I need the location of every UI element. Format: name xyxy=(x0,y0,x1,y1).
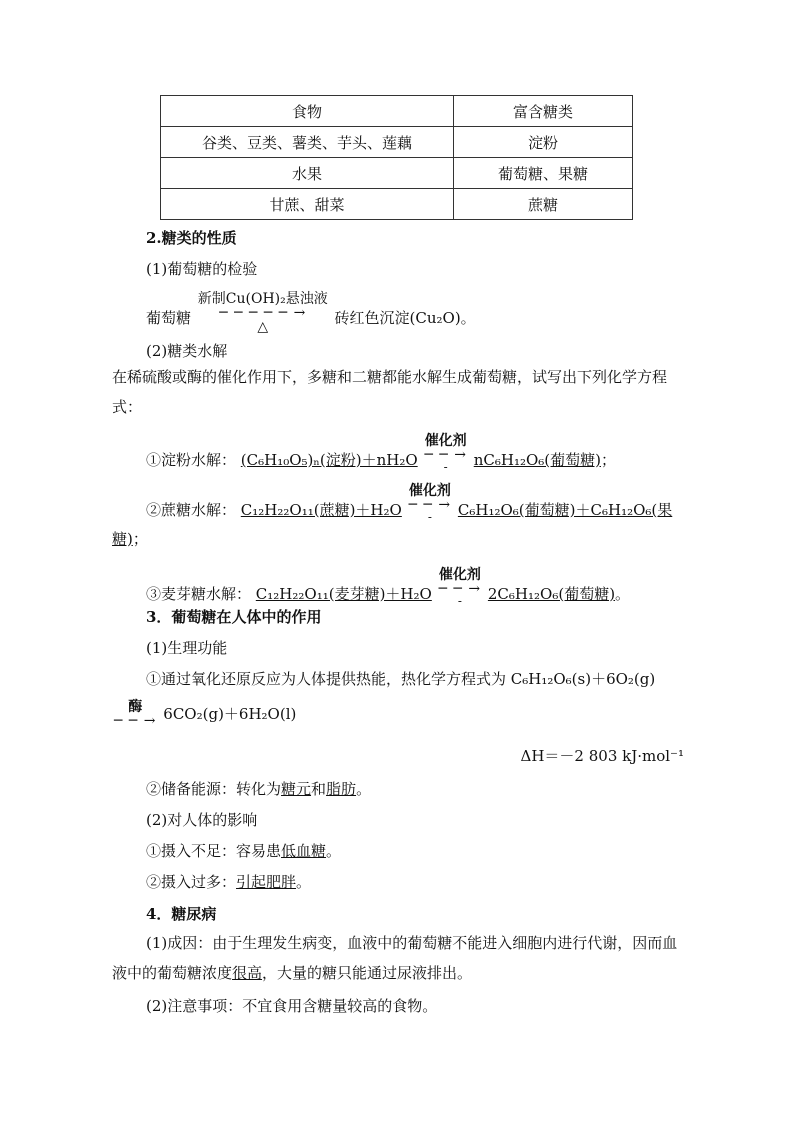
equation-label: ②蔗糖水解： xyxy=(146,501,237,519)
arrow-condition: △ xyxy=(257,319,269,335)
subsection-hydrolysis: (2)糖类水解 xyxy=(146,342,228,360)
text: ②储备能源：转化为 xyxy=(146,780,282,798)
table-cell: 水果 xyxy=(161,158,454,189)
subsection-effects: (2)对人体的影响 xyxy=(146,811,258,829)
subsection-physiology: (1)生理功能 xyxy=(146,639,228,657)
equation-rhs: 2C₆H₁₂O₆(葡萄糖) xyxy=(487,585,616,603)
equation-rhs-continued: 糖) xyxy=(112,530,133,548)
answer-text: 脂肪 xyxy=(326,780,357,798)
text: ②摄入过多： xyxy=(146,873,237,891)
text: 。 xyxy=(326,842,342,860)
arrow-reagent: 新制Cu(OH)₂悬浊液 xyxy=(197,291,328,307)
equation-rhs: 砖红色沉淀(Cu₂O)。 xyxy=(334,309,476,327)
arrow-catalyst: 催化剂 xyxy=(424,433,467,449)
hydrolysis-intro: 在稀硫酸或酶的催化作用下，多糖和二糖都能水解生成葡萄糖，试写出下列化学方程式： xyxy=(112,368,668,416)
answer-text: 低血糖 xyxy=(281,842,327,860)
arrow-mark: - xyxy=(457,594,462,608)
table-row xyxy=(161,189,633,220)
answer-text: 很高 xyxy=(232,964,263,982)
equation-rhs: 6CO₂(g)＋6H₂O(l) xyxy=(163,705,297,723)
table-cell: 淀粉 xyxy=(454,127,633,158)
arrow-mark: - xyxy=(427,510,432,524)
table-cell: 甘蔗、甜菜 xyxy=(161,189,454,220)
energy-storage xyxy=(146,778,371,799)
answer-text: 引起肥胖 xyxy=(236,873,297,891)
table-row xyxy=(161,127,633,158)
table-cell: 谷类、豆类、薯类、芋头、莲藕 xyxy=(161,127,454,158)
reaction-arrow xyxy=(409,484,452,522)
table-header-row xyxy=(161,96,633,127)
reaction-arrow xyxy=(424,434,467,472)
reaction-arrow xyxy=(439,568,482,606)
text: 和 xyxy=(311,780,327,798)
table-cell: 葡萄糖、果糖 xyxy=(454,158,633,189)
arrow-shaft: ─ ─ → xyxy=(438,581,482,597)
table-row xyxy=(161,158,633,189)
equation-lhs: 葡萄糖 xyxy=(146,309,192,327)
subsection-glucose-test: (1)葡萄糖的检验 xyxy=(146,260,258,278)
arrow-enzyme: 酶 xyxy=(128,699,143,715)
equation-label: ①淀粉水解： xyxy=(146,451,237,469)
section-2-title: 2.糖类的性质 xyxy=(146,229,237,247)
arrow-shaft: ─ ─ → xyxy=(424,447,467,463)
table-header-cell: 富含糖类 xyxy=(454,96,633,127)
table-cell: 蔗糖 xyxy=(454,189,633,220)
arrow-catalyst: 催化剂 xyxy=(438,567,481,583)
arrow-catalyst: 催化剂 xyxy=(408,483,451,499)
text: ①摄入不足：容易患 xyxy=(146,842,282,860)
section-4-title: 4．糖尿病 xyxy=(146,905,217,923)
diabetes-cause xyxy=(112,928,682,988)
equation-lhs: (C₆H₁₀O₅)ₙ(淀粉)＋nH₂O xyxy=(240,451,418,469)
equation-lhs: C₁₂H₂₂O₁₁(麦芽糖)＋H₂O xyxy=(255,585,432,603)
maltose-hydrolysis-equation xyxy=(146,562,631,608)
effect-insufficient xyxy=(146,840,341,861)
arrow-mark: - xyxy=(443,460,448,474)
effect-excess xyxy=(146,871,311,892)
text: ，大量的糖只能通过尿液排出。 xyxy=(262,964,473,982)
reaction-arrow xyxy=(198,292,328,334)
diabetes-note: (2)注意事项：不宜食用含糖量较高的食物。 xyxy=(146,997,438,1015)
food-sugar-table xyxy=(160,95,633,220)
sucrose-hydrolysis-equation xyxy=(146,478,673,524)
starch-hydrolysis-equation xyxy=(146,428,617,474)
equation-lhs: C₁₂H₂₂O₁₁(蔗糖)＋H₂O xyxy=(240,501,402,519)
text: 。 xyxy=(356,780,372,798)
table-header-cell: 食物 xyxy=(161,96,454,127)
equation-rhs: C₆H₁₂O₆(葡萄糖)＋C₆H₁₂O₆(果 xyxy=(457,501,673,519)
thermochemical-equation-rhs xyxy=(112,694,297,729)
glucose-test-equation xyxy=(146,284,476,335)
thermochemical-intro: ①通过氧化还原反应为人体提供热能，热化学方程式为 C₆H₁₂O₆(s)＋6O₂(g) xyxy=(146,670,656,688)
equation-rhs: nC₆H₁₂O₆(葡萄糖) xyxy=(473,451,601,469)
arrow-shaft: ─ ─ → xyxy=(408,497,452,513)
arrow-shaft: ─ ─ ─ ─ ─ → xyxy=(219,305,307,321)
arrow-shaft: ─ ─ → xyxy=(114,713,157,729)
equation-end: 。 xyxy=(615,585,631,603)
equation-end: ； xyxy=(132,530,148,548)
enthalpy-change: ΔH＝－2 803 kJ·mol⁻¹ xyxy=(520,747,684,765)
sucrose-equation-continued xyxy=(112,528,148,549)
equation-end: ； xyxy=(601,451,617,469)
text: (1)成因：由于生理发生病变，血液中的葡萄糖不能进入细胞内进行代谢，因而血液中的葡萄糖浓度 xyxy=(112,934,678,982)
equation-label: ③麦芽糖水解： xyxy=(146,585,252,603)
text: 。 xyxy=(296,873,312,891)
section-3-title: 3．葡萄糖在人体中的作用 xyxy=(146,608,322,626)
answer-text: 糖元 xyxy=(281,780,312,798)
reaction-arrow xyxy=(114,700,157,728)
